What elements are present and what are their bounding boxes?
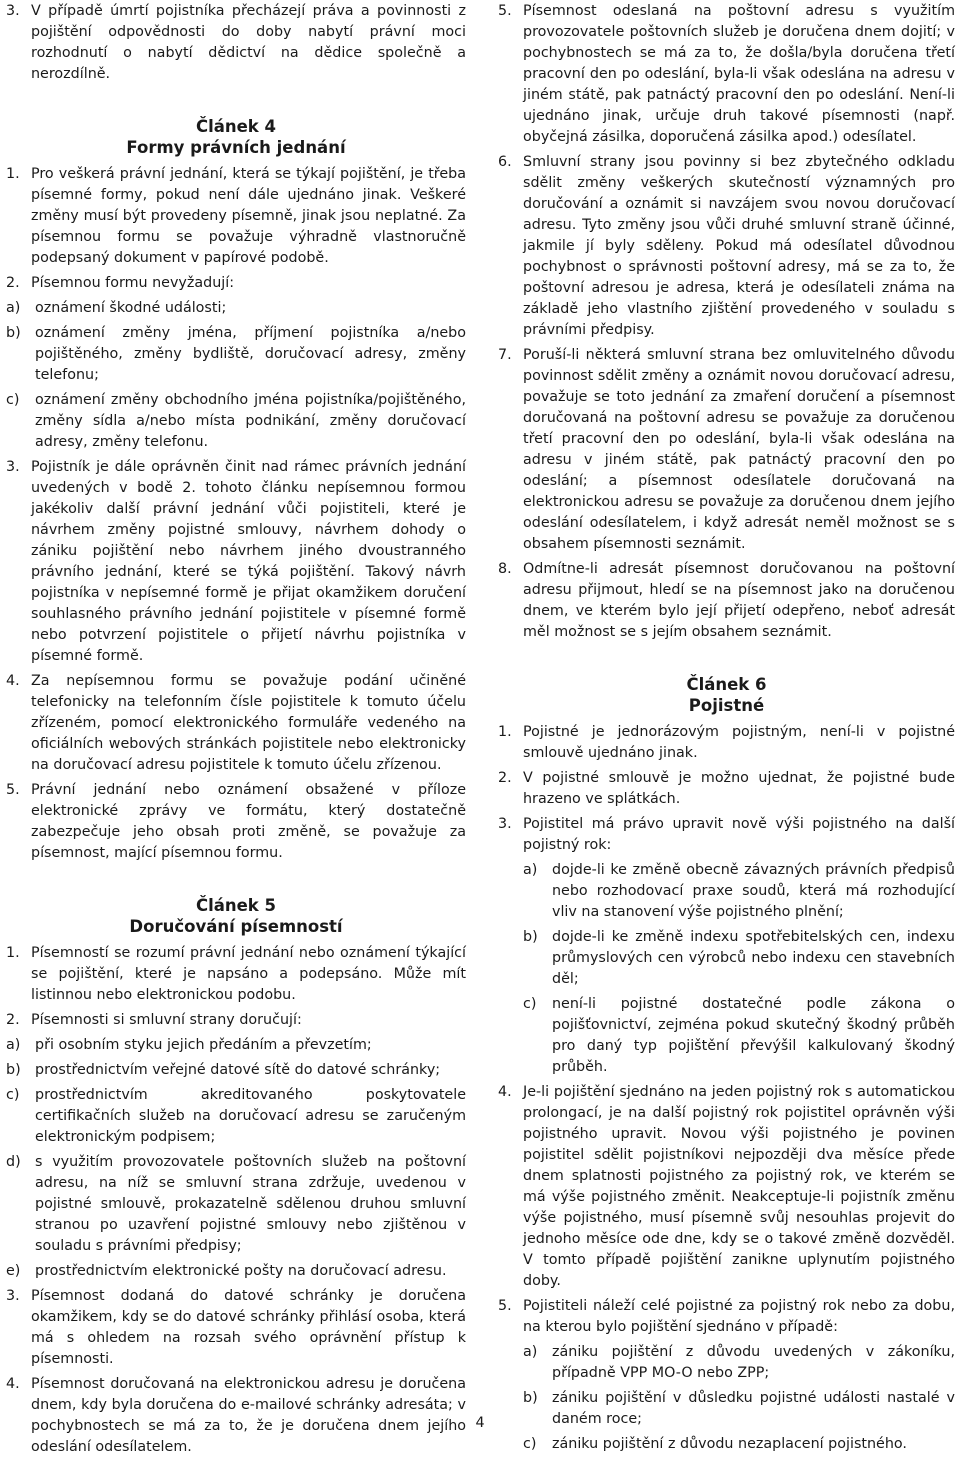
sub-label: b) (6, 325, 21, 341)
article-4-subtitle: Formy právních jednání (126, 138, 346, 157)
sub-text: zániku pojištění z důvodu uvedených v zákoníku, případně VPP MO-O nebo ZPP; (552, 1344, 955, 1381)
item-text: Odmítne-li adresát písemnost doručovanou na poštovní adresu přijmout, hledí se na písemnost jako na doručenou dnem, ve kterém bylo její přijetí odepřeno, neboť adresát měl možnost se s jejím obsahem seznámit. (523, 561, 955, 640)
article-5-paragraph-3 (6, 1286, 466, 1370)
sub-label: c) (6, 392, 20, 408)
sub-label: d) (6, 1154, 21, 1170)
article-5-paragraph-2-a (6, 1035, 466, 1056)
article-5-paragraph-2-d (6, 1152, 466, 1257)
right-column (498, 1, 955, 1459)
article-6-paragraph-4 (498, 1082, 955, 1292)
sub-text: dojde-li ke změně obecně závazných právních předpisů nebo rozhodovací praxe soudů, která má rozhodující vliv na stanovení výše pojistného plnění; (552, 862, 955, 920)
item-number: 3. (6, 3, 20, 19)
item-text: V případě úmrtí pojistníka přecházejí práva a povinnosti z pojištění odpovědnosti do doby nabytí právní moci rozhodnutí o nabytí dědictví na dědice společně a nerozdílně. (31, 3, 466, 82)
article-6-paragraph-3 (498, 814, 955, 856)
article-6-paragraph-3-b (523, 927, 955, 990)
item-number: 6. (498, 154, 512, 170)
item-number: 8. (498, 561, 512, 577)
item-text: V pojistné smlouvě je možno ujednat, že pojistné bude hrazeno ve splátkách. (523, 770, 955, 807)
item-number: 1. (6, 945, 20, 961)
item-text: Písemností se rozumí právní jednání nebo oznámení týkající se pojištění, které je napsáno a podepsáno. Může mít listinnou nebo elektronickou podobu. (31, 945, 466, 1003)
article-4-paragraph-1 (6, 164, 466, 269)
article-5-paragraph-6 (498, 152, 955, 341)
article-5-paragraph-2-e (6, 1261, 466, 1282)
article-6-paragraph-5 (498, 1296, 955, 1338)
article-5-paragraph-1 (6, 943, 466, 1006)
sub-label: c) (523, 996, 537, 1012)
article-4-paragraph-2 (6, 273, 466, 294)
item-number: 2. (498, 770, 512, 786)
item-number: 4. (6, 673, 20, 689)
item-number: 3. (498, 816, 512, 832)
sub-label: e) (6, 1263, 21, 1279)
item-number: 3. (6, 459, 20, 475)
item-number: 1. (498, 724, 512, 740)
article-6-paragraph-5-c (523, 1434, 955, 1455)
item-text: Právní jednání nebo oznámení obsažené v příloze elektronické zprávy ve formátu, který dostatečně zabezpečuje jeho obsah proti změně, se považuje za písemnost, mající písemnou formu. (31, 782, 466, 861)
article-4-paragraph-3 (6, 457, 466, 667)
sub-text: prostřednictvím akreditovaného poskytovatele certifikačních služeb na doručovací adresu se zaručeným elektronickým podpisem; (35, 1087, 466, 1145)
sub-text: není-li pojistné dostatečné podle zákona o pojišťovnictví, zejména pokud skutečný škodný průběh pro daný typ pojištění převýšil kalkulovaný škodný průběh. (552, 996, 955, 1075)
sub-label: b) (523, 929, 538, 945)
article-5-paragraph-8 (498, 559, 955, 643)
item-number: 4. (498, 1084, 512, 1100)
item-number: 5. (6, 782, 20, 798)
item-text: Pojistiteli náleží celé pojistné za pojistný rok nebo za dobu, na kterou bylo pojištění sjednáno v případě: (523, 1298, 955, 1335)
article-4-paragraph-2-b (6, 323, 466, 386)
sub-label: b) (523, 1390, 538, 1406)
item-text: Písemnost dodaná do datové schránky je doručena okamžikem, kdy se do datové schránky přihlásí osoba, která má s ohledem na rozsah svého oprávnění přístup k písemnosti. (31, 1288, 466, 1367)
article-5-paragraph-2-c (6, 1085, 466, 1148)
article-4-title: Článek 4 (195, 117, 277, 136)
article-6-title: Článek 6 (686, 675, 767, 694)
item-number: 2. (6, 275, 20, 291)
item-number: 3. (6, 1288, 20, 1304)
item-text: Smluvní strany jsou povinny si bez zbytečného odkladu sdělit změny veškerých skutečností významných pro doručování a oznámit si navzájem svou novou doručovací adresu. Tyto změny jsou vůči druhé smluvní straně účinné, jakmile jí byly sděleny. Pokud má odesílatel důvodnou pochybnost o správnosti poštovní adresy, má se za to, že poštovní adresou je adresa, která je odesílateli známa na základě jeho vlastního zjištění provedeného v souladu s právními předpisy. (523, 154, 955, 338)
article-6-paragraph-5-a (523, 1342, 955, 1384)
article-4-paragraph-2-c (6, 390, 466, 453)
item-number: 2. (6, 1012, 20, 1028)
item-text: Písemnost doručovaná na elektronickou adresu je doručena dnem, kdy byla doručena do e-mailové schránky adresáta; v pochybnostech se má za to, že je doručena dnem jejího odeslání odesílatelem. (31, 1376, 466, 1455)
sub-label: a) (6, 300, 21, 316)
item-text: Písemnost odeslaná na poštovní adresu s využitím provozovatele poštovních služeb je doručena dnem dojití; v pochybnostech se má za to, že došla/byla doručena třetí pracovní den po odeslání, byla-li však odeslána na adresu v jiném státě, pak patnáctý pracovní den po odeslání. Není-li ujednáno jinak, určuje druh takové písemnosti (např. obyčejná zásilka, doporučená zásilka apod.) odesílatel. (523, 3, 955, 145)
article-5-subtitle: Doručování písemností (129, 917, 343, 936)
article-4-paragraph-2-a (6, 298, 466, 319)
sub-text: zániku pojištění v důsledku pojistné události nastalé v daném roce; (552, 1390, 955, 1427)
sub-text: oznámení škodné události; (35, 300, 227, 316)
sub-text: prostřednictvím veřejné datové sítě do datové schránky; (35, 1062, 441, 1078)
article-5-paragraph-5 (498, 1, 955, 148)
item-number: 1. (6, 166, 20, 182)
article-6-subtitle: Pojistné (688, 696, 765, 715)
item-text: Pojistné je jednorázovým pojistným, není-li v pojistné smlouvě ujednáno jinak. (523, 724, 955, 761)
item-text: Pojistník je dále oprávněn činit nad rámec právních jednání uvedených v bodě 2. tohoto článku nepísemnou formou jakékoliv další právní jednání vůči pojistiteli, které je návrhem změny pojistné smlouvy, návrhem dohody o zániku pojištění nebo návrhem jiného dvoustranného právního jednání, které se týká pojištění. Takový návrh pojistníka v nepísemné formě je přijat okamžikem doručení souhlasného právního jednání pojistitele v písemné formě nebo potvrzení pojistitele o přijetí návrhu pojistníka v písemné formě. (31, 459, 466, 664)
sub-text: při osobním styku jejich předáním a převzetím; (35, 1037, 372, 1053)
sub-label: a) (6, 1037, 21, 1053)
article-6-paragraph-3-a (523, 860, 955, 923)
paragraph-3-prev-article (6, 1, 466, 85)
sub-label: c) (523, 1436, 537, 1452)
sub-text: oznámení změny jména, příjmení pojistníka a/nebo pojištěného, změny bydliště, doručovací adresy, změny telefonu; (35, 325, 466, 383)
item-text: Pojistitel má právo upravit nově výši pojistného na další pojistný rok: (523, 816, 955, 853)
sub-label: a) (523, 862, 538, 878)
article-5-paragraph-7 (498, 345, 955, 555)
sub-label: a) (523, 1344, 538, 1360)
item-text: Pro veškerá právní jednání, která se týkají pojištění, je třeba písemné formy, pokud není dále ujednáno jinak. Veškeré změny musí být provedeny písemně, jinak jsou neplatné. Za písemnou formu se považuje výhradně vlastnoručně podepsaný dokument v papírové podobě. (31, 166, 466, 266)
sub-label: c) (6, 1087, 20, 1103)
item-number: 4. (6, 1376, 20, 1392)
sub-text: oznámení změny obchodního jména pojistníka/pojištěného, změny sídla a/nebo místa podnikání, změny doručovací adresy, změny telefonu. (35, 392, 466, 450)
item-text: Je-li pojištění sjednáno na jeden pojistný rok s automatickou prolongací, je na další pojistný rok pojistitel oprávněn výši pojistného upravit. Novou výši pojistného je povinen pojistitel sdělit pojistníkovi nejpozději dva měsíce přede dnem splatnosti pojistného za pojistný rok, ve kterém se má výše pojistného změnit. Neakceptuje-li pojistník změnu výše pojistného, musí písemně svůj nesouhlas projevit do jednoho měsíce ode dne, kdy se o takové změně dozvěděl. V tomto případě pojištění zanikne uplynutím pojistného doby. (523, 1084, 955, 1289)
item-number: 5. (498, 1298, 512, 1314)
item-text: Písemnosti si smluvní strany doručují: (31, 1012, 302, 1028)
sub-text: dojde-li ke změně indexu spotřebitelských cen, indexu průmyslových cen výrobců nebo indexu cen stavebních děl; (552, 929, 955, 987)
article-5-paragraph-2-b (6, 1060, 466, 1081)
item-text: Písemnou formu nevyžadují: (31, 275, 235, 291)
article-4-paragraph-4 (6, 671, 466, 776)
article-6-paragraph-1 (498, 722, 955, 764)
article-5-title: Článek 5 (195, 896, 277, 915)
article-6-paragraph-2 (498, 768, 955, 810)
item-number: 5. (498, 3, 512, 19)
item-text: Poruší-li některá smluvní strana bez omluvitelného důvodu povinnost sdělit změny a oznámit novou doručovací adresu, považuje se toto jednání za zmaření doručení a písemnost doručovaná na poštovní adresu se považuje za doručenou třetí pracovní den po odeslání, byla-li však odeslána na adresu v jiném státě, pak patnáctý pracovní den po odeslání; a písemnost odesílatele doručovaná na elektronickou adresu se považuje za doručenou dnem jejího odeslání odesílatelem, i když adresát neměl možnost se s obsahem písemnosti seznámit. (523, 347, 955, 552)
item-text: Za nepísemnou formu se považuje podání učiněné telefonicky na telefonním čísle pojistitele k tomuto účelu zřízeném, pomocí elektronického formuláře vedeného na oficiálních webových stránkách pojistitele nebo elektronicky na doručovací adresu pojistitele k tomuto účelu zřízenou. (31, 673, 466, 773)
sub-text: zániku pojištění z důvodu nezaplacení pojistného. (552, 1436, 907, 1452)
article-5-paragraph-2 (6, 1010, 466, 1031)
sub-text: s využitím provozovatele poštovních služeb na poštovní adresu, na níž se smluvní strana zdržuje, uvedenou v pojistné smlouvě, prokazatelně sdělenou druhou smluvní stranou po uzavření pojistné smlouvy nebo zjištěnou v souladu s právními předpisy; (35, 1154, 466, 1254)
article-4-paragraph-5 (6, 780, 466, 864)
left-column (6, 1, 466, 1462)
sub-text: prostřednictvím elektronické pošty na doručovací adresu. (35, 1263, 447, 1279)
sub-label: b) (6, 1062, 21, 1078)
item-number: 7. (498, 347, 512, 363)
article-6-paragraph-3-c (523, 994, 955, 1078)
page-number: 4 (475, 1415, 485, 1431)
